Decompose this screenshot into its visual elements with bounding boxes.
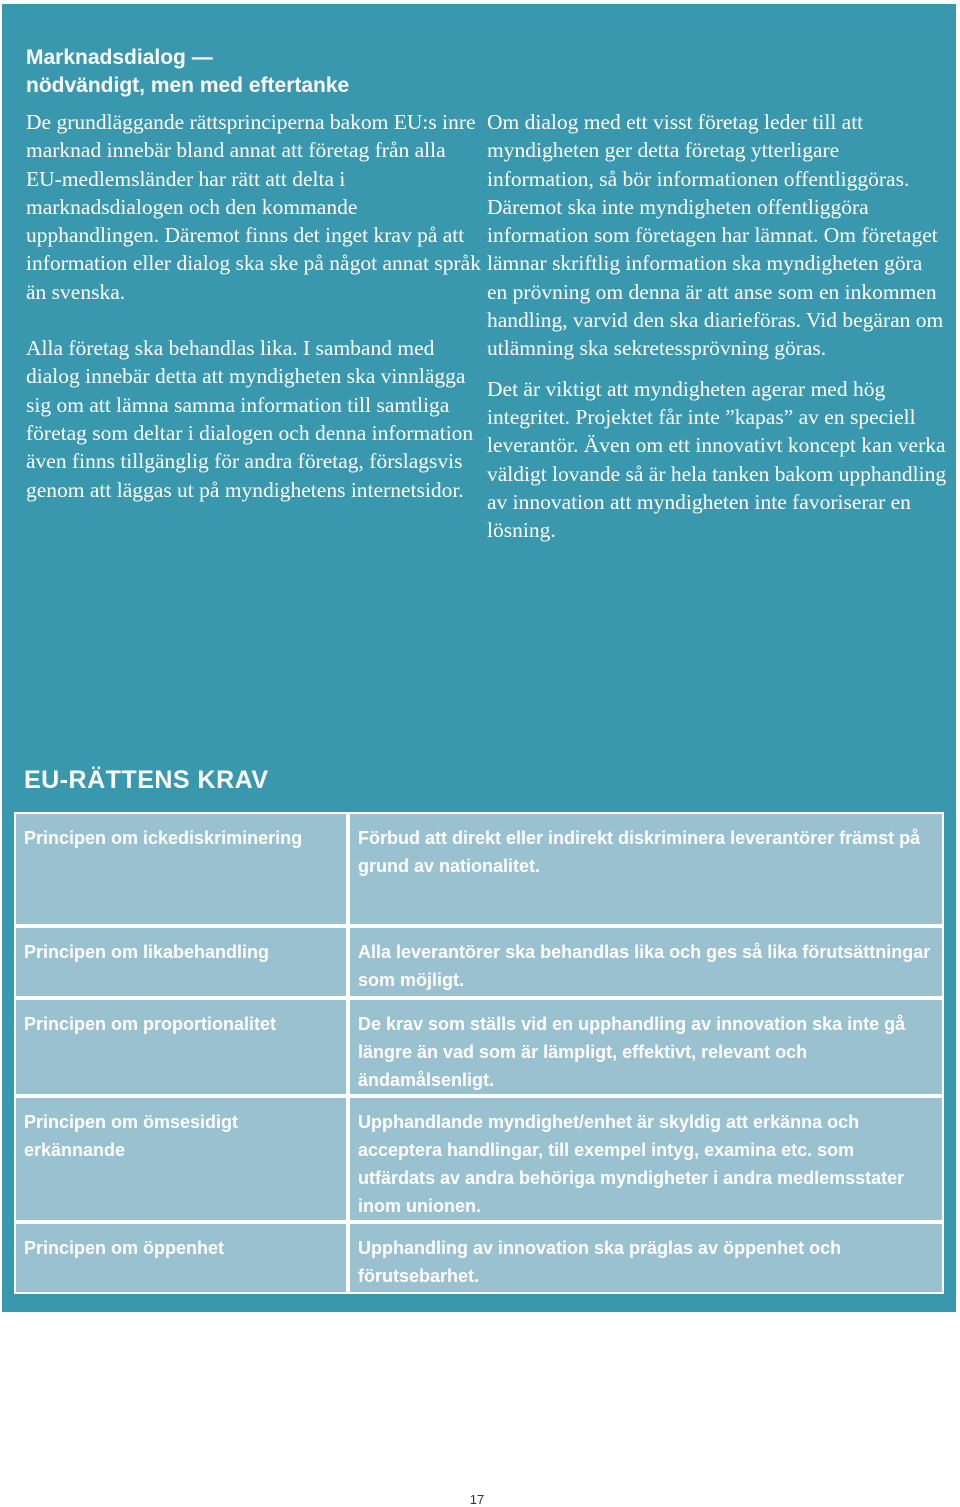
table-row (14, 1222, 944, 1294)
page-number: 17 (469, 1492, 485, 1507)
table-row (14, 926, 944, 998)
box-title (26, 44, 446, 100)
table-row (14, 812, 944, 926)
principles-table (14, 812, 944, 1294)
box-title-line2: nödvändigt, men med eftertanke (26, 74, 350, 97)
box-title-line1: Marknadsdialog — (26, 46, 213, 69)
left-column (26, 108, 486, 504)
table-row (14, 998, 944, 1096)
description-cell: De krav som ställs vid en upphandling av innovation ska inte gå längre än vad som är lämpligt, effektivt, relevant och ändamålsenligt. (348, 998, 944, 1096)
principle-cell: Principen om öppenhet (14, 1222, 348, 1294)
paragraph: De grundläggande rättsprinciperna bakom EU:s inre marknad innebär bland annat att företag från alla EU-medlemsländer har rätt att delta i marknadsdialogen och den kommande upphandlingen. Däremot finns det inget krav på att information eller dialog ska ske på något annat språk än svenska. (26, 110, 481, 304)
principle-cell: Principen om ömsesidigt erkännande (14, 1096, 348, 1222)
section-title: EU-RÄTTENS KRAV (24, 766, 269, 794)
paragraph: Om dialog med ett visst företag leder till att myndigheten ger detta företag ytterligare information, så bör informationen offentliggöras. Däremot ska inte myndigheten offentliggöra information som företagen har lämnat. Om företaget lämnar skriftlig information ska myndigheten göra en prövning om denna är att anse som en inkommen handling, varvid den ska diarieföras. Vid begäran om utlämning ska sekretessprövning göras. (487, 110, 944, 361)
paragraph: Alla företag ska behandlas lika. I samband med dialog innebär detta att myndigheten ska vinnlägga sig om att lämna samma information till samtliga företag som deltar i dialogen och denna information även finns tillgänglig för andra företag, förslagsvis genom att läggas ut på myndighetens internetsidor. (26, 336, 474, 502)
principle-cell: Principen om likabehandling (14, 926, 348, 998)
right-column (487, 108, 947, 544)
table-row (14, 1096, 944, 1222)
description-cell: Alla leverantörer ska behandlas lika och ges så lika förutsättningar som möjligt. (348, 926, 944, 998)
principle-cell: Principen om ickediskriminering (14, 812, 348, 926)
info-panel (2, 4, 956, 1312)
principle-cell: Principen om proportionalitet (14, 998, 348, 1096)
description-cell: Upphandling av innovation ska präglas av öppenhet och förutsebarhet. (348, 1222, 944, 1294)
paragraph: Det är viktigt att myndigheten agerar med hög integritet. Projektet får inte ”kapas” av en speciell leverantör. Även om ett innovativt koncept kan verka väldigt lovande så är hela tanken bakom upphandling av innovation att myndigheten inte favoriserar en lösning. (487, 376, 947, 543)
description-cell: Förbud att direkt eller indirekt diskriminera leverantörer främst på grund av nationalitet. (348, 812, 944, 926)
description-cell: Upphandlande myndighet/enhet är skyldig att erkänna och acceptera handlingar, till exempel intyg, examina etc. som utfärdats av andra behöriga myndigheter i andra medlemsstater inom unionen. (348, 1096, 944, 1222)
